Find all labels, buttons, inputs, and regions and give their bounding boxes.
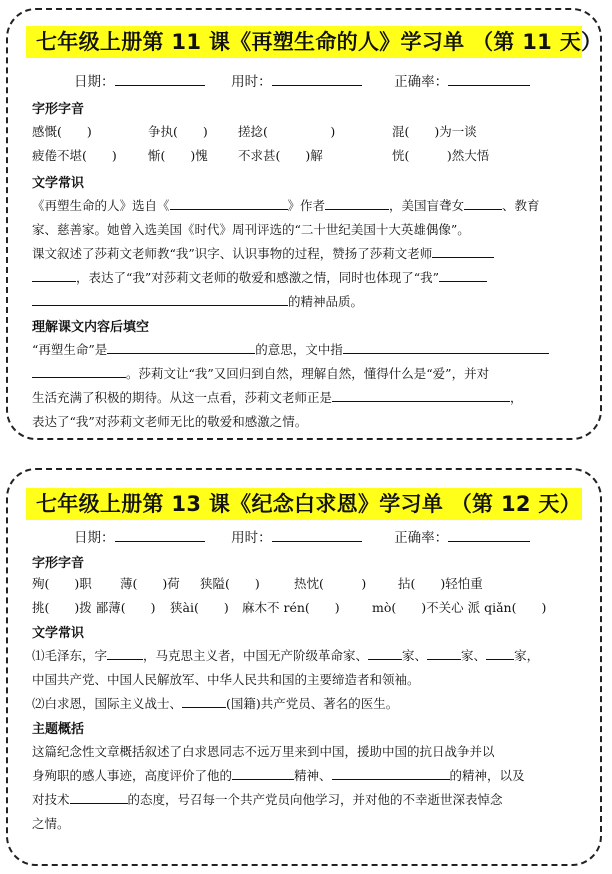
text-fragment: 中国共产党、中国人民解放军、中华人民共和国的主要缔造者和领袖。 bbox=[32, 672, 420, 687]
text-fragment: 。莎莉文让“我”又回归到自然，理解自然，懂得什么是“爱”，并对 bbox=[126, 366, 490, 381]
time-label: 用时： bbox=[231, 74, 272, 90]
text-fragment: (国籍)共产党员、著名的医生。 bbox=[226, 696, 399, 711]
fill-blank[interactable] bbox=[432, 244, 494, 258]
text-fragment: 家、 bbox=[461, 648, 487, 663]
fill-blank[interactable] bbox=[325, 196, 389, 210]
text-fragment: 的精神品质。 bbox=[288, 294, 364, 309]
text-fragment: 的意思，文中指 bbox=[255, 342, 343, 357]
vocab-item: 挑( )拨 鄙薄( ) bbox=[32, 600, 156, 615]
worksheet-title: 七年级上册第 11 课《再塑生命的人》学习单 （第 11 天） bbox=[26, 26, 582, 58]
text-line bbox=[32, 292, 582, 310]
text-fragment: 的精神，以及 bbox=[449, 768, 525, 783]
text-line bbox=[32, 670, 582, 688]
section-heading-character-form: 字形字音 bbox=[32, 102, 85, 117]
text-fragment: 之情。 bbox=[32, 816, 70, 831]
vocab-item: 感慨( ) bbox=[32, 124, 92, 139]
text-line bbox=[32, 646, 582, 664]
text-line bbox=[32, 220, 582, 238]
text-fragment: 这篇纪念性文章概括叙述了白求恩同志不远万里来到中国，援助中国的抗日战争并以 bbox=[32, 744, 495, 759]
fill-blank[interactable] bbox=[368, 646, 402, 660]
text-fragment: ，美国盲聋女 bbox=[389, 198, 465, 213]
worksheet-card-lesson-13 bbox=[6, 468, 602, 866]
text-line bbox=[32, 742, 582, 760]
text-fragment: 对技术 bbox=[32, 792, 70, 807]
vocab-item: 疲倦不堪( ) bbox=[32, 148, 117, 163]
text-line bbox=[32, 766, 582, 784]
accuracy-blank[interactable] bbox=[448, 528, 530, 542]
fill-blank[interactable] bbox=[232, 766, 294, 780]
text-fragment: ，马克思主义者，中国无产阶级革命家、 bbox=[143, 648, 369, 663]
text-fragment: ⑴毛泽东，字 bbox=[32, 648, 108, 663]
section-heading-theme-summary: 主题概括 bbox=[32, 722, 85, 737]
section-heading-literary-knowledge: 文学常识 bbox=[32, 176, 85, 191]
vocab-item: 惭( )愧 bbox=[148, 148, 208, 163]
vocab-item: 狭隘( ) bbox=[200, 576, 260, 591]
text-fragment: ⑵白求恩，国际主义战士、 bbox=[32, 696, 183, 711]
section-heading-literary-knowledge: 文学常识 bbox=[32, 626, 85, 641]
vocab-item: 恍( )然大悟 bbox=[392, 148, 490, 163]
date-label: 日期： bbox=[74, 530, 115, 546]
text-fragment: ， bbox=[510, 390, 523, 405]
date-blank[interactable] bbox=[115, 72, 205, 86]
time-blank[interactable] bbox=[272, 528, 362, 542]
fill-blank[interactable] bbox=[427, 646, 461, 660]
text-line bbox=[32, 790, 582, 808]
fill-blank[interactable] bbox=[332, 388, 510, 402]
fill-blank[interactable] bbox=[439, 268, 487, 282]
fill-blank[interactable] bbox=[107, 340, 255, 354]
fill-blank[interactable] bbox=[32, 364, 126, 378]
date-blank[interactable] bbox=[115, 528, 205, 542]
text-fragment: 、教育 bbox=[502, 198, 540, 213]
text-fragment: “再塑生命”是 bbox=[32, 342, 108, 357]
section-heading-comprehension: 理解课文内容后填空 bbox=[32, 320, 150, 335]
time-label: 用时： bbox=[231, 530, 272, 546]
text-line bbox=[32, 412, 582, 430]
time-blank[interactable] bbox=[272, 72, 362, 86]
text-line bbox=[32, 814, 582, 832]
fill-blank[interactable] bbox=[182, 694, 226, 708]
text-line bbox=[32, 388, 582, 406]
date-label: 日期： bbox=[74, 74, 115, 90]
text-fragment: 家， bbox=[514, 648, 540, 663]
worksheet-card-lesson-11 bbox=[6, 8, 602, 440]
text-fragment: 表达了“我”对莎莉文老师无比的敬爱和感激之情。 bbox=[32, 414, 308, 429]
accuracy-label: 正确率： bbox=[394, 530, 449, 546]
text-line bbox=[32, 340, 582, 358]
text-fragment: 》作者 bbox=[287, 198, 326, 213]
text-line bbox=[32, 196, 582, 214]
text-line bbox=[32, 244, 582, 262]
vocab-item: 热忱( ) bbox=[294, 576, 367, 591]
text-fragment: 家、慈善家。她曾入选美国《时代》周刊评选的“二十世纪美国十大英雄偶像”。 bbox=[32, 222, 470, 237]
vocab-item: 麻木不 rén( ) bbox=[242, 600, 340, 615]
vocab-item: 搓捻( ) bbox=[238, 124, 336, 139]
fill-blank[interactable] bbox=[332, 766, 450, 780]
fill-blank[interactable] bbox=[70, 790, 128, 804]
text-fragment: 课文叙述了莎莉文老师教“我”识字、认识事物的过程，赞扬了莎莉文老师 bbox=[32, 246, 433, 261]
vocab-item: 拈( )轻怕重 bbox=[398, 576, 483, 591]
text-fragment: 生活充满了积极的期待。从这一点看，莎莉文老师正是 bbox=[32, 390, 333, 405]
text-fragment: 精神、 bbox=[294, 768, 332, 783]
text-fragment: ，表达了“我”对莎莉文老师的敬爱和感激之情，同时也体现了“我” bbox=[76, 270, 440, 285]
fill-blank[interactable] bbox=[32, 292, 288, 306]
vocab-item: 不求甚( )解 bbox=[238, 148, 323, 163]
fill-blank[interactable] bbox=[32, 268, 76, 282]
text-fragment: 家、 bbox=[402, 648, 428, 663]
vocab-item: 殉( )职 bbox=[32, 576, 92, 591]
meta-row bbox=[74, 526, 530, 546]
fill-blank[interactable] bbox=[486, 646, 514, 660]
text-fragment: 身殉职的感人事迹，高度评价了他的 bbox=[32, 768, 233, 783]
fill-blank[interactable] bbox=[170, 196, 288, 210]
meta-row bbox=[74, 70, 530, 90]
text-line bbox=[32, 364, 582, 382]
text-line bbox=[32, 694, 582, 712]
fill-blank[interactable] bbox=[343, 340, 549, 354]
vocab-item: 狭ài( ) bbox=[170, 600, 229, 615]
text-fragment: 《再塑生命的人》选自《 bbox=[32, 198, 170, 213]
worksheet-title: 七年级上册第 13 课《纪念白求恩》学习单 （第 12 天） bbox=[26, 488, 582, 520]
vocab-item: mò( )不关心 派 qiǎn( ) bbox=[372, 600, 547, 615]
fill-blank[interactable] bbox=[107, 646, 143, 660]
accuracy-blank[interactable] bbox=[448, 72, 530, 86]
text-line bbox=[32, 268, 582, 286]
vocab-item: 混( )为一谈 bbox=[392, 124, 477, 139]
text-fragment: 的态度，号召每一个共产党员向他学习，并对他的不幸逝世深表悼念 bbox=[127, 792, 503, 807]
fill-blank[interactable] bbox=[464, 196, 502, 210]
vocab-item: 薄( )荷 bbox=[120, 576, 180, 591]
section-heading-character-form: 字形字音 bbox=[32, 556, 85, 571]
vocab-item: 争执( ) bbox=[148, 124, 208, 139]
accuracy-label: 正确率： bbox=[394, 74, 449, 90]
